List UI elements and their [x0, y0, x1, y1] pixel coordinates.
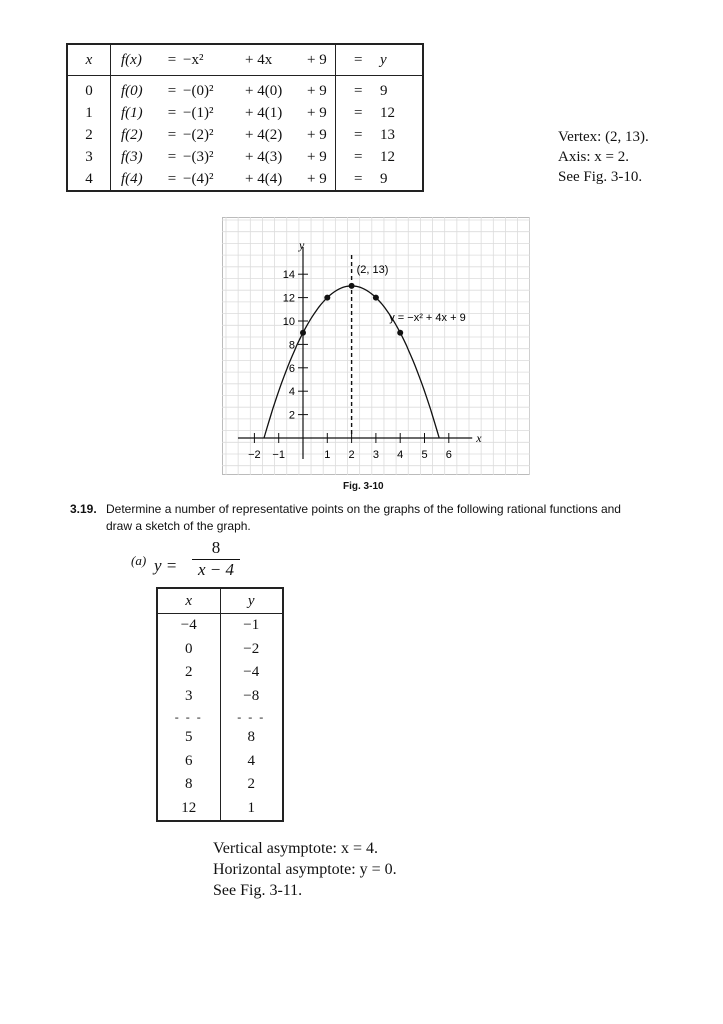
vertex-notes — [558, 127, 649, 187]
table-row — [67, 146, 423, 168]
y-tick-label: 14 — [282, 269, 295, 282]
cell-y: 2 — [247, 776, 255, 793]
table-row — [157, 685, 283, 709]
header-term3: + 9 — [307, 51, 327, 68]
cell-expression — [111, 146, 336, 168]
cell-x: 8 — [157, 773, 220, 797]
x-tick-label: 3 — [372, 449, 379, 461]
cell-term1: −(4)² — [183, 170, 214, 187]
cell-expression — [111, 124, 336, 146]
cell-x: 3 — [157, 685, 220, 709]
table-row — [67, 76, 423, 103]
cell-fx: f(0) — [121, 82, 143, 99]
x-tick-label: 6 — [445, 449, 452, 461]
fraction — [192, 538, 240, 580]
cell-fx: f(2) — [121, 126, 143, 143]
part-label: (a) — [131, 553, 147, 568]
fraction-denominator: x − 4 — [197, 560, 235, 579]
cell-y: −2 — [243, 640, 260, 657]
cell-y: 9 — [380, 82, 388, 99]
cell-expression — [111, 76, 336, 103]
cell-term2: + 4(4) — [245, 170, 283, 187]
cell-y: −8 — [243, 687, 260, 704]
cell-eq: = — [167, 148, 177, 165]
cell-x: 0 — [157, 638, 220, 662]
rational-values-table — [156, 587, 284, 822]
table-row — [67, 124, 423, 146]
cell-eq2: = — [354, 148, 363, 165]
vertex-label: (2, 13) — [356, 263, 389, 276]
cell-expression — [111, 168, 336, 191]
problem-statement — [70, 501, 670, 535]
x-axis-label: x — [476, 431, 482, 445]
table-row — [67, 168, 423, 191]
table-gap-row — [157, 708, 283, 726]
header-x: x — [67, 44, 111, 76]
asymptote-notes — [213, 838, 397, 901]
cell-y-cell — [336, 168, 424, 191]
x-tick-label: −2 — [248, 449, 261, 461]
y-axis-label: y — [299, 238, 305, 252]
equation-lhs-text: y = — [154, 556, 178, 575]
cell-x: 5 — [157, 726, 220, 750]
cell-term1: −(3)² — [183, 148, 214, 165]
function-value-table — [66, 43, 424, 192]
y-tick-label: 2 — [288, 409, 295, 422]
cell-x: 12 — [157, 797, 220, 822]
table-row — [157, 773, 283, 797]
header-term1: −x² — [183, 51, 204, 68]
cell-eq2: = — [354, 126, 363, 143]
cell-y-cell — [336, 124, 424, 146]
table-row — [157, 661, 283, 685]
cell-x: 1 — [67, 102, 111, 124]
cell-term3: + 9 — [307, 82, 327, 99]
cell-eq: = — [167, 104, 177, 121]
cell-x: 0 — [67, 76, 111, 103]
parabola-graph — [222, 217, 530, 475]
horizontal-asymptote-note: Horizontal asymptote: y = 0. — [213, 861, 397, 878]
data-point — [397, 330, 403, 336]
table-row — [67, 102, 423, 124]
x-tick-label: 2 — [348, 449, 355, 461]
table-header-row — [157, 588, 283, 614]
see-figure-note: See Fig. 3-10. — [558, 169, 643, 185]
x-tick-label: −1 — [272, 449, 285, 461]
cell-y-cell — [336, 102, 424, 124]
cell-term2: + 4(1) — [245, 104, 283, 121]
gap-x: - - - — [157, 708, 220, 726]
cell-eq: = — [167, 126, 177, 143]
cell-y: 9 — [380, 170, 388, 187]
cell-fx: f(3) — [121, 148, 143, 165]
cell-y: −4 — [243, 664, 260, 681]
cell-x: 2 — [157, 661, 220, 685]
y-tick-label: 6 — [288, 362, 295, 375]
equation-lhs — [154, 556, 177, 576]
cell-x: −4 — [157, 614, 220, 638]
see-figure-note: See Fig. 3-11. — [213, 882, 303, 899]
cell-x: 2 — [67, 124, 111, 146]
cell-y: 1 — [247, 799, 255, 816]
problem-text-line2: draw a sketch of the graph. — [106, 519, 251, 533]
data-point — [300, 330, 306, 336]
cell-y: 12 — [380, 104, 395, 121]
table-row — [157, 614, 283, 638]
table-row — [157, 638, 283, 662]
figure-caption: Fig. 3-10 — [343, 481, 384, 492]
cell-y: 8 — [247, 729, 255, 746]
header-eq: = — [167, 51, 177, 68]
cell-eq2: = — [354, 104, 363, 121]
fraction-numerator: 8 — [192, 538, 240, 560]
cell-y-cell — [336, 76, 424, 103]
cell-x: 6 — [157, 750, 220, 774]
header-term2: + 4x — [245, 51, 273, 68]
axis-note: Axis: x = 2. — [558, 149, 629, 165]
cell-x: 4 — [67, 168, 111, 191]
y-tick-label: 8 — [288, 339, 295, 352]
cell-term2: + 4(2) — [245, 126, 283, 143]
x-tick-label: 4 — [397, 449, 404, 461]
cell-fx: f(4) — [121, 170, 143, 187]
cell-term1: −(2)² — [183, 126, 214, 143]
cell-y: 13 — [380, 126, 395, 143]
cell-term3: + 9 — [307, 104, 327, 121]
cell-y-cell — [336, 146, 424, 168]
y-tick-label: 4 — [288, 386, 295, 399]
cell-term2: + 4(3) — [245, 148, 283, 165]
cell-y: 4 — [247, 752, 255, 769]
data-point — [324, 295, 330, 301]
x-tick-label: 1 — [324, 449, 331, 461]
cell-term2: + 4(0) — [245, 82, 283, 99]
cell-term1: −(0)² — [183, 82, 214, 99]
data-point — [349, 283, 355, 289]
header-x: x — [157, 588, 220, 614]
cell-term1: −(1)² — [183, 104, 214, 121]
cell-eq: = — [167, 82, 177, 99]
vertex-note: Vertex: (2, 13). — [558, 129, 649, 145]
cell-eq2: = — [354, 170, 363, 187]
cell-y: 12 — [380, 148, 395, 165]
curve-equation-label: y = −x² + 4x + 9 — [389, 312, 466, 324]
cell-eq2: = — [354, 82, 363, 99]
cell-fx: f(1) — [121, 104, 143, 121]
y-tick-label: 12 — [282, 292, 295, 305]
problem-number: 3.19. — [70, 502, 97, 516]
vertical-asymptote-note: Vertical asymptote: x = 4. — [213, 840, 378, 857]
table-row — [157, 750, 283, 774]
cell-y: −1 — [243, 617, 260, 634]
cell-term3: + 9 — [307, 148, 327, 165]
cell-expression — [111, 102, 336, 124]
cell-eq: = — [167, 170, 177, 187]
header-eq2: = — [354, 51, 363, 68]
header-y: y — [220, 588, 283, 614]
x-tick-label: 5 — [421, 449, 428, 461]
header-y-cell — [336, 44, 424, 76]
data-point — [373, 295, 379, 301]
header-y: y — [380, 51, 387, 68]
table-header-row — [67, 44, 423, 76]
y-tick-label: 10 — [282, 316, 295, 328]
header-expression — [111, 44, 336, 76]
table-row — [157, 797, 283, 822]
cell-term3: + 9 — [307, 170, 327, 187]
gap-y: - - - — [237, 709, 266, 724]
cell-term3: + 9 — [307, 126, 327, 143]
problem-text-line1: Determine a number of representative points on the graphs of the following rational functions and — [106, 502, 621, 516]
cell-x: 3 — [67, 146, 111, 168]
header-fx: f(x) — [121, 51, 142, 68]
table-row — [157, 726, 283, 750]
